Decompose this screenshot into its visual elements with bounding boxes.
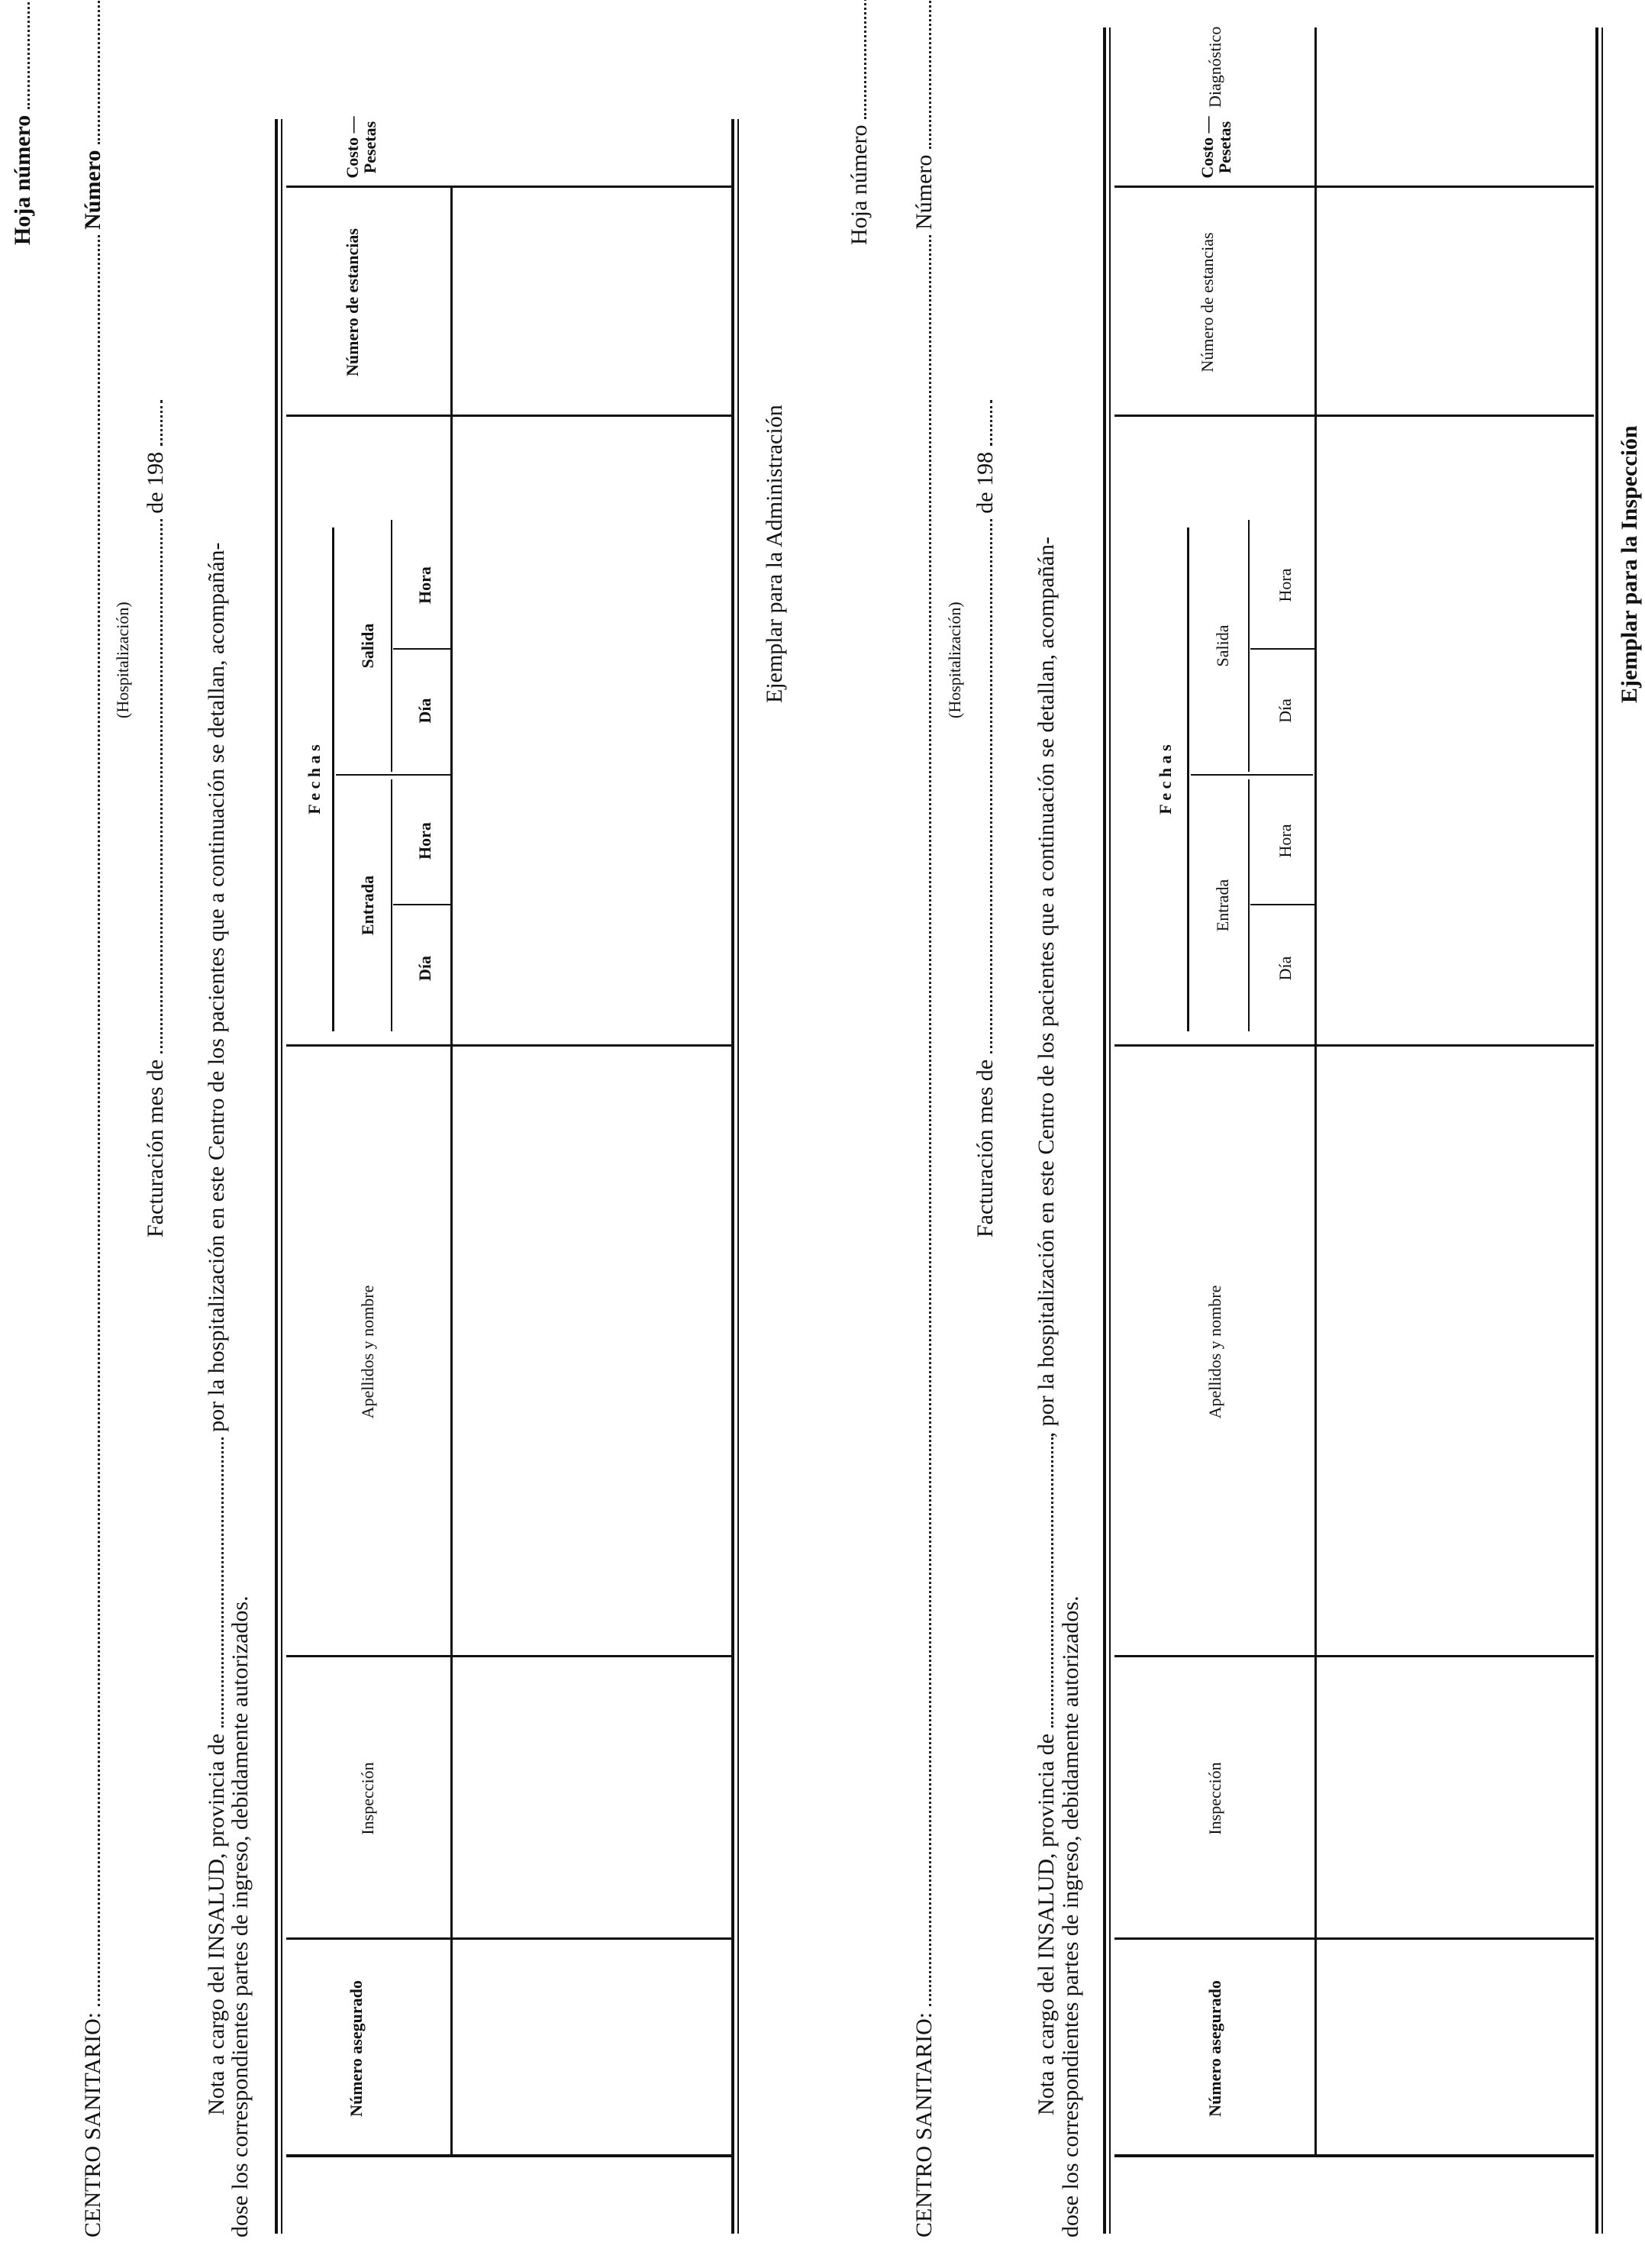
col-entrada-hora: Hora (415, 822, 434, 860)
col-salida-dia: Día (415, 698, 434, 724)
year-field[interactable] (144, 400, 163, 446)
nota-text-3: dose los correspondientes partes de ingreso, debidamente autorizados. (227, 1595, 253, 2237)
col-fechas: F e c h a s (305, 744, 324, 815)
hoja-label: Hoja número (847, 124, 872, 245)
nota-text-3: dose los correspondientes partes de ingreso, debidamente autorizados. (1058, 1595, 1083, 2237)
nota-line-1 (205, 542, 228, 2115)
centro-field[interactable] (912, 235, 931, 2006)
facturacion-field[interactable] (973, 519, 992, 1053)
centro-field[interactable] (81, 235, 100, 2006)
numero-label: Número (911, 154, 937, 230)
col-entrada-hora: Hora (1276, 824, 1295, 858)
numero-field[interactable] (81, 0, 100, 144)
col-entrada-dia: Día (415, 956, 434, 981)
col-fechas: F e c h a s (1156, 744, 1175, 815)
nota-text-2: , por la hospitalización en este Centro de los pacientes que a continuación se detallan, acompañán- (1034, 536, 1059, 1438)
nota-text-2: por la hospitalización en este Centro de los pacientes que a continuación se detallan, acompañán- (204, 542, 229, 1432)
ejemplar-administracion: Ejemplar para la Administración (762, 405, 787, 703)
col-diagnostico: Diagnóstico (1205, 26, 1224, 108)
hoja-numero-label-b (847, 0, 871, 245)
col-costo: Costo — Pesetas (1198, 116, 1235, 179)
facturacion-label: Facturación mes de (143, 1059, 168, 1237)
centro-label: CENTRO SANITARIO: (911, 2012, 937, 2237)
col-numero-asegurado: Número asegurado (1205, 1980, 1224, 2117)
year-label: de 198 (143, 451, 168, 514)
col-salida-dia: Día (1276, 698, 1295, 723)
col-entrada: Entrada (1213, 879, 1232, 932)
col-entrada: Entrada (358, 875, 377, 936)
facturacion-field[interactable] (144, 519, 163, 1053)
col-salida: Salida (358, 623, 377, 669)
facturacion-line-b (973, 400, 997, 1237)
col-salida-hora: Hora (1276, 568, 1295, 602)
year-label: de 198 (972, 451, 998, 514)
nota-text-1: Nota a cargo del INSALUD, provincia de (1034, 1733, 1059, 2115)
facturacion-label: Facturación mes de (972, 1059, 998, 1237)
hospitalizacion-label: (Hospitalización) (113, 602, 132, 718)
nota-text-1: Nota a cargo del INSALUD, provincia de (204, 1733, 229, 2115)
col-inspeccion: Inspección (358, 1762, 377, 1835)
col-apellidos: Apellidos y nombre (358, 1285, 377, 1419)
col-salida-hora: Hora (415, 566, 434, 604)
year-field[interactable] (973, 400, 992, 446)
col-salida: Salida (1213, 624, 1232, 667)
ejemplar-inspeccion: Ejemplar para la Inspección (1617, 425, 1642, 703)
hoja-numero-label (11, 0, 34, 245)
centro-sanitario-line (81, 0, 105, 2237)
hoja-field[interactable] (11, 0, 30, 109)
provincia-field[interactable] (1034, 1437, 1053, 1728)
col-inspeccion: Inspección (1205, 1762, 1224, 1835)
numero-field[interactable] (912, 0, 931, 149)
centro-label: CENTRO SANITARIO: (80, 2012, 105, 2237)
facturacion-line (144, 400, 167, 1237)
hospitalizacion-label: (Hospitalización) (945, 602, 964, 718)
centro-sanitario-line-b (912, 0, 936, 2237)
col-apellidos: Apellidos y nombre (1205, 1285, 1224, 1419)
col-numero-asegurado: Número asegurado (347, 1980, 366, 2117)
col-estancias: Número de estancias (1198, 232, 1217, 373)
col-entrada-dia: Día (1276, 956, 1295, 981)
provincia-field[interactable] (205, 1437, 224, 1728)
col-estancias: Número de estancias (343, 228, 362, 376)
nota-line-1-b (1034, 537, 1058, 2115)
col-costo: Costo — Pesetas (343, 116, 380, 179)
numero-label: Número (80, 150, 105, 230)
hoja-label: Hoja número (10, 115, 35, 245)
hoja-field[interactable] (847, 0, 866, 119)
